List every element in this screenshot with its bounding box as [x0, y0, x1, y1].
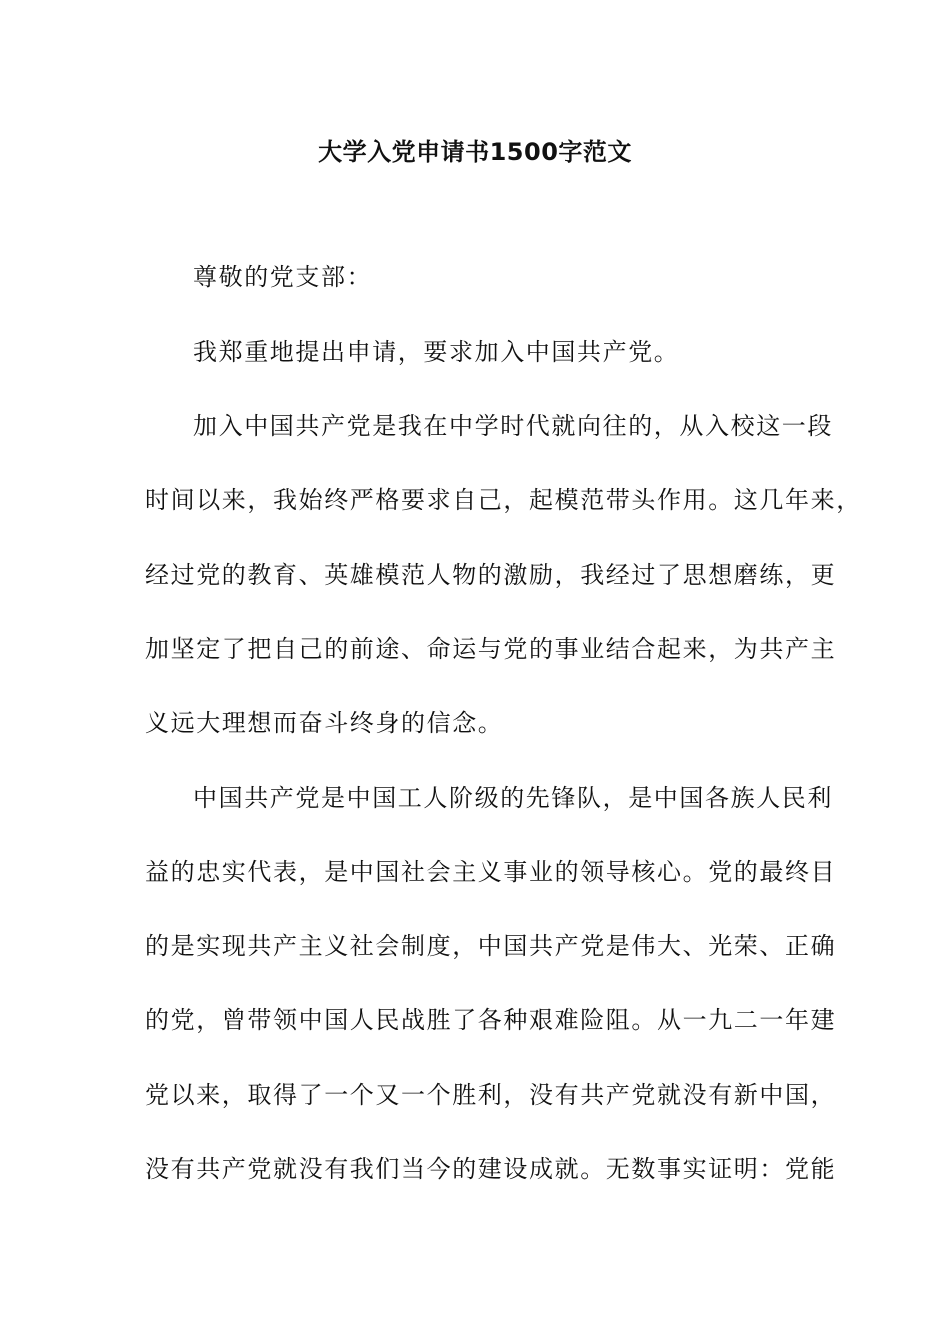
paragraph-line: 义远大理想而奋斗终身的信念。	[145, 709, 504, 737]
paragraph-line: 我郑重地提出申请，要求加入中国共产党。	[193, 338, 680, 366]
paragraph-line: 时间以来，我始终严格要求自己，起模范带头作用。这几年来，	[145, 486, 862, 514]
paragraph-line: 经过党的教育、英雄模范人物的激励，我经过了思想磨练，更	[145, 561, 837, 589]
salutation: 尊敬的党支部：	[193, 263, 373, 291]
paragraph-line: 党以来，取得了一个又一个胜利，没有共产党就没有新中国，	[145, 1081, 837, 1109]
paragraph-line: 加坚定了把自己的前途、命运与党的事业结合起来，为共产主	[145, 635, 837, 663]
paragraph-line: 没有共产党就没有我们当今的建设成就。无数事实证明：党能	[145, 1155, 837, 1183]
paragraph-line: 加入中国共产党是我在中学时代就向往的，从入校这一段	[193, 412, 833, 440]
paragraph-line: 益的忠实代表，是中国社会主义事业的领导核心。党的最终目	[145, 858, 837, 886]
paragraph-line: 的是实现共产主义社会制度，中国共产党是伟大、光荣、正确	[145, 932, 837, 960]
paragraph-line: 的党，曾带领中国人民战胜了各种艰难险阻。从一九二一年建	[145, 1006, 837, 1034]
document-title: 大学入党申请书1500字范文	[318, 138, 632, 166]
paragraph-line: 中国共产党是中国工人阶级的先锋队，是中国各族人民利	[193, 784, 833, 812]
